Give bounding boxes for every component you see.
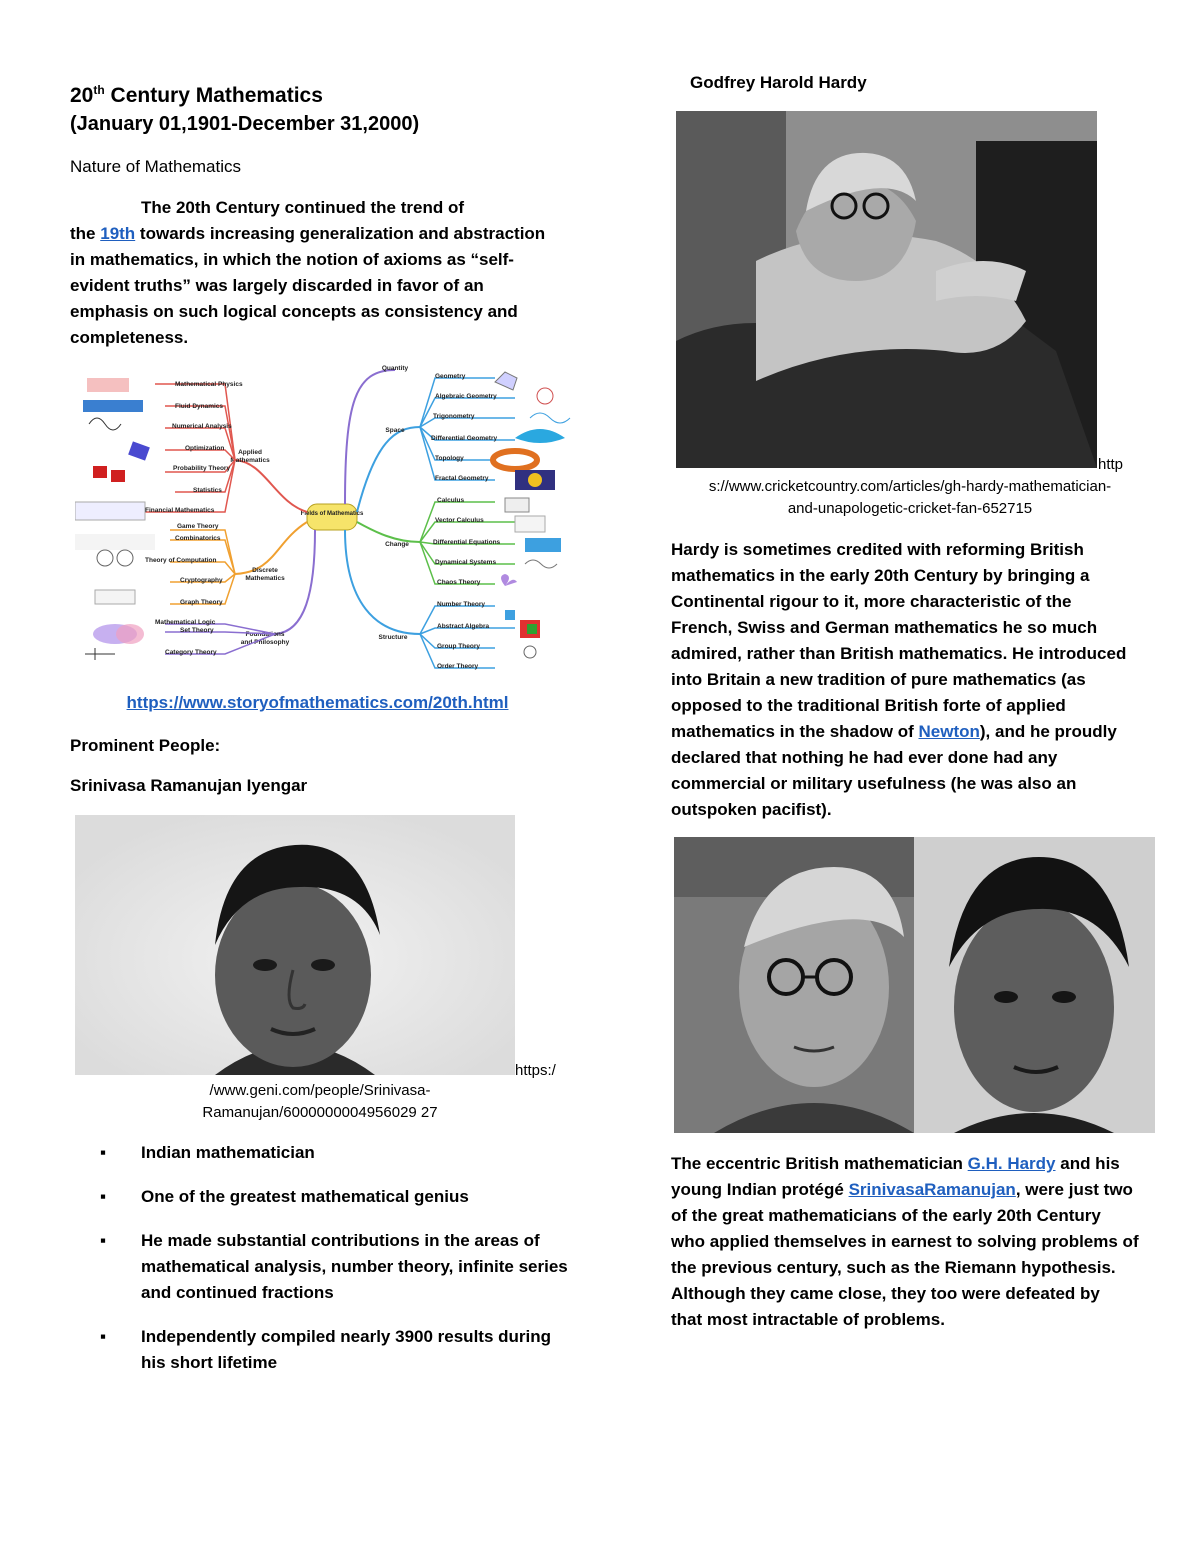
svg-text:Fluid Dynamics: Fluid Dynamics <box>175 403 224 410</box>
list-item: ▪ He made substantial contributions in the areas of mathematical analysis, number theory, infinite series and continued fractions <box>100 1231 568 1302</box>
branch-discrete: Discrete <box>252 567 278 574</box>
hardy-source-3: and-unapologetic-cricket-fan-652715 <box>787 500 1033 517</box>
caption-line: Although they came close, they too were defeated by <box>671 1284 1100 1303</box>
section-heading-nature: Nature of Mathematics <box>70 157 242 176</box>
svg-text:Differential Equations: Differential Equations <box>433 539 501 546</box>
caption-line: who applied themselves in earnest to solving problems of <box>671 1232 1139 1251</box>
page-title: 20th Century Mathematics <box>70 83 323 107</box>
svg-text:Algebraic Geometry: Algebraic Geometry <box>435 393 497 400</box>
para-line: in mathematics, in which the notion of axioms as “self- <box>70 250 514 269</box>
ramanujan-name: Srinivasa Ramanujan Iyengar <box>70 776 308 795</box>
mathematics-mindmap <box>75 362 575 672</box>
svg-text:Chaos Theory: Chaos Theory <box>437 579 481 586</box>
branch-quantity: Quantity <box>381 365 409 372</box>
svg-text:Cryptography: Cryptography <box>180 577 223 584</box>
svg-text:Vector Calculus: Vector Calculus <box>435 517 484 524</box>
svg-text:and Philosophy: and Philosophy <box>240 639 290 646</box>
story-link-row <box>0 690 635 716</box>
caption-line: that most intractable of problems. <box>671 1310 945 1329</box>
caption-line: of the great mathematicians of the early 20th Century <box>671 1206 1101 1225</box>
para-line: mathematics in the early 20th Century by bringing a <box>671 566 1090 585</box>
mindmap-center-node <box>307 504 357 530</box>
para-line: completeness. <box>70 328 189 347</box>
svg-text:Mathematical Logic: Mathematical Logic <box>155 619 216 626</box>
caption-line: the previous century, such as the Riemann hypothesis. <box>671 1258 1116 1277</box>
para-line: opposed to the traditional British forte of applied <box>671 696 1066 715</box>
para-line: admired, rather than British mathematics. He introduced <box>671 644 1127 663</box>
para-line: the 19th towards increasing generalization and abstraction <box>70 224 546 243</box>
para-line: French, Swiss and German mathematics he so much <box>671 618 1098 637</box>
ramanujan-photo <box>75 815 515 1075</box>
svg-text:Category Theory: Category Theory <box>165 649 217 656</box>
hardy-ramanujan-photo <box>674 837 1155 1133</box>
prominent-people-heading: Prominent People: <box>70 736 221 755</box>
svg-text:Numerical Analysis: Numerical Analysis <box>172 423 232 430</box>
svg-text:Mathematics: Mathematics <box>230 457 270 464</box>
svg-text:Financial Mathematics: Financial Mathematics <box>145 507 215 514</box>
branch-space: Space <box>385 427 405 434</box>
para-line: into Britain a new tradition of pure mathematics (as <box>671 670 1086 689</box>
storyofmathematics-link[interactable]: https://www.storyofmathematics.com/20th.html <box>126 693 509 712</box>
branch-foundations: Foundations <box>245 631 285 638</box>
svg-text:Dynamical Systems: Dynamical Systems <box>435 559 497 566</box>
svg-text:Combinatorics: Combinatorics <box>175 535 221 542</box>
link-newton[interactable]: Newton <box>918 722 980 741</box>
svg-text:Trigonometry: Trigonometry <box>433 413 475 420</box>
caption-line: The eccentric British mathematician G.H. Hardy and his <box>671 1154 1120 1173</box>
hardy-source-1: http <box>1098 456 1124 473</box>
ramanujan-facts <box>100 1140 580 1391</box>
svg-text:Geometry: Geometry <box>435 373 466 380</box>
svg-text:Statistics: Statistics <box>193 487 222 494</box>
svg-text:Graph Theory: Graph Theory <box>180 599 223 606</box>
para-line: commercial or military usefulness (he was also an <box>671 774 1077 793</box>
branch-applied: Applied <box>238 449 262 456</box>
svg-text:Fractal Geometry: Fractal Geometry <box>435 475 489 482</box>
para-line: Hardy is sometimes credited with reforming British <box>671 540 1084 559</box>
para-line: declared that nothing he had ever done had any <box>671 748 1058 767</box>
hardy-source-2: s://www.cricketcountry.com/articles/gh-hardy-mathematician- <box>708 478 1112 495</box>
date-range: (January 01,1901-December 31,2000) <box>70 113 420 135</box>
para-line: emphasis on such logical concepts as consistency and <box>70 302 518 321</box>
svg-text:Mathematical Physics: Mathematical Physics <box>175 381 243 388</box>
para-line: outspoken pacifist). <box>671 800 832 819</box>
svg-text:Probability Theory: Probability Theory <box>173 465 231 472</box>
svg-text:Theory of Computation: Theory of Computation <box>145 557 217 564</box>
link-19th[interactable]: 19th <box>100 224 136 243</box>
svg-text:Order Theory: Order Theory <box>437 663 479 670</box>
link-srinivasa-ramanujan[interactable]: SrinivasaRamanujan <box>848 1180 1016 1199</box>
svg-text:Abstract Algebra: Abstract Algebra <box>437 623 490 630</box>
ramanujan-source-2: /www.geni.com/people/Srinivasa- <box>209 1082 431 1099</box>
ramanujan-source-1: https:/ <box>515 1062 556 1079</box>
photo-caption <box>671 1151 1161 1333</box>
svg-text:Group Theory: Group Theory <box>437 643 480 650</box>
svg-text:Calculus: Calculus <box>437 497 465 504</box>
list-item: ▪ Independently compiled nearly 3900 results during his short lifetime <box>100 1327 552 1372</box>
svg-text:Number Theory: Number Theory <box>437 601 486 608</box>
hardy-name: Godfrey Harold Hardy <box>690 73 867 92</box>
hardy-paragraph <box>671 537 1161 823</box>
svg-text:Mathematics: Mathematics <box>245 575 285 582</box>
para-line: The 20th Century continued the trend of <box>141 198 465 217</box>
nature-paragraph <box>70 195 590 351</box>
branch-structure: Structure <box>378 634 408 641</box>
list-item: ▪ One of the greatest mathematical genius <box>100 1187 469 1206</box>
svg-text:Differential Geometry: Differential Geometry <box>431 435 498 442</box>
hardy-photo <box>676 111 1097 468</box>
svg-text:Set Theory: Set Theory <box>180 627 214 634</box>
branch-change: Change <box>385 541 409 548</box>
svg-text:Game Theory: Game Theory <box>177 523 219 530</box>
svg-text:Optimization: Optimization <box>185 445 225 452</box>
mindmap-center-text: Fields of Mathematics <box>300 511 364 517</box>
para-line: evident truths” was largely discarded in favor of an <box>70 276 484 295</box>
caption-line: young Indian protégé SrinivasaRamanujan, were just two <box>671 1180 1133 1199</box>
list-item: ▪ Indian mathematician <box>100 1143 315 1162</box>
para-line: Continental rigour to it, more characteristic of the <box>671 592 1072 611</box>
ramanujan-source-3: Ramanujan/6000000004956029 27 <box>202 1104 438 1121</box>
svg-text:Topology: Topology <box>435 455 464 462</box>
para-line: mathematics in the shadow of Newton), and he proudly <box>671 722 1117 741</box>
link-gh-hardy[interactable]: G.H. Hardy <box>967 1154 1056 1173</box>
